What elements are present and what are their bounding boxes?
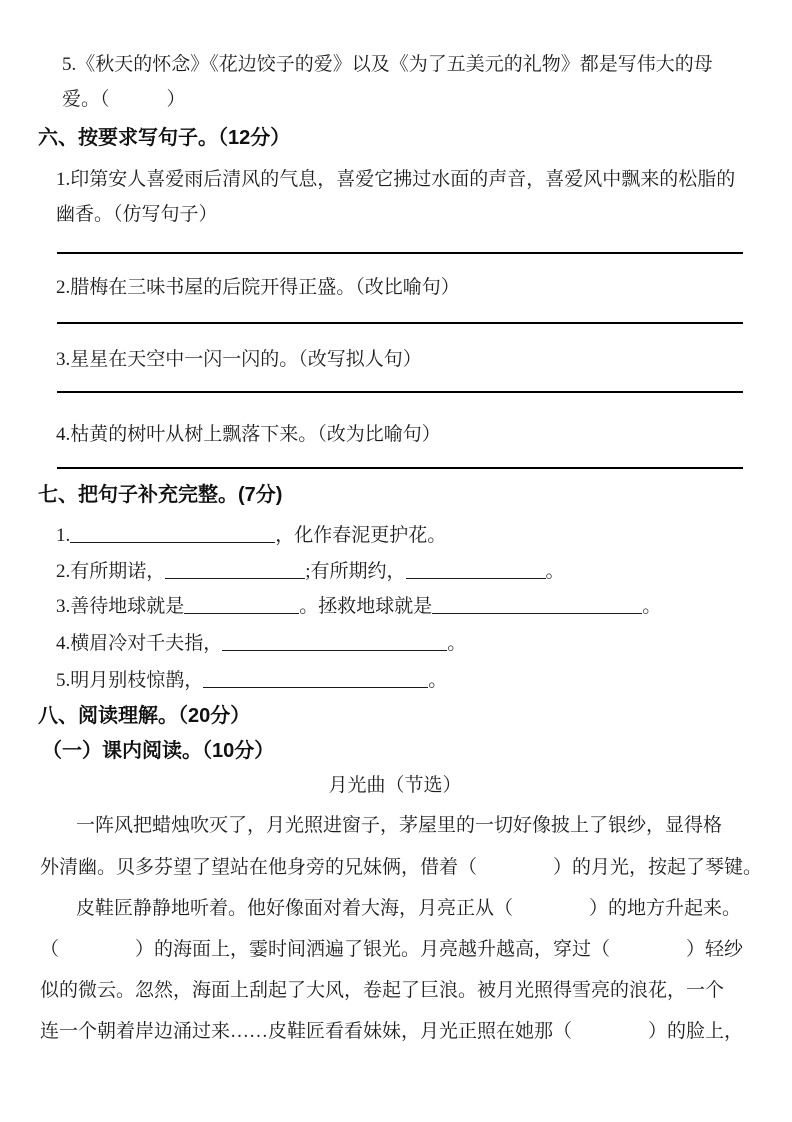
passage-p2-line-1: 皮鞋匠静静地听着。他好像面对着大海，月亮正从（ ）的地方升起来。 [76, 898, 742, 919]
s6-q1-line-2: 幽香。（仿写句子） [56, 204, 218, 225]
s6-q3-line: 3.星星在天空中一闪一闪的。（改写拟人句） [56, 349, 422, 370]
s7-q3-text-pre: 3.善待地球就是 [56, 596, 185, 618]
s7-q3-blank-2 [432, 597, 642, 614]
section-7-heading: 七、把句子补充完整。(7分) [38, 484, 283, 506]
s7-q3-blank-1 [184, 597, 299, 614]
s7-q3 [56, 595, 661, 619]
passage-p1-line-2: 外清幽。贝多芬望了望站在他身旁的兄妹俩，借着（ ）的月光，按起了琴键。 [40, 857, 763, 878]
s7-q1-blank [70, 526, 275, 543]
s6-q1-line-1: 1.印第安人喜爱雨后清风的气息，喜爱它拂过水面的声音，喜爱风中飘来的松脂的 [56, 169, 736, 190]
s6-q3-answer-line [57, 391, 743, 393]
passage-p1-line-1: 一阵风把蜡烛吹灭了，月光照进窗子，茅屋里的一切好像披上了银纱，显得格 [76, 815, 723, 836]
s6-q4-line: 4.枯黄的树叶从树上飘落下来。（改为比喻句） [56, 424, 441, 445]
s7-q1-text-post: ，化作春泥更护花。 [275, 525, 447, 547]
s7-q2 [56, 560, 565, 584]
s7-q1 [56, 524, 446, 548]
s7-q4-blank [222, 634, 447, 651]
s7-q2-text-pre: 2.有所期诺， [56, 561, 166, 583]
passage-p2-line-4: 连一个朝着岸边涌过来……皮鞋匠看看妹妹，月光正照在她那（ ）的脸上， [40, 1021, 744, 1042]
s7-q5 [56, 669, 447, 693]
s7-q2-blank-1 [165, 562, 305, 579]
s7-q2-text-mid: ;有所期约， [305, 561, 406, 583]
question-5-line-1: 5.《秋天的怀念》《花边饺子的爱》以及《为了五美元的礼物》都是写伟大的母 [62, 54, 713, 75]
s7-q4-text-pre: 4.横眉冷对千夫指， [56, 633, 223, 655]
s6-q4-answer-line [57, 467, 743, 469]
question-5-line-2: 爱。（ ） [62, 89, 186, 110]
s7-q2-text-post: 。 [545, 561, 565, 583]
passage-title: 月光曲（节选） [328, 775, 462, 796]
section-8-heading: 八、阅读理解。（20分） [38, 705, 251, 727]
passage-p2-line-3: 似的微云。忽然，海面上刮起了大风，卷起了巨浪。被月光照得雪亮的浪花，一个 [40, 980, 725, 1001]
s7-q5-blank [203, 671, 428, 688]
s7-q4-text-post: 。 [447, 633, 467, 655]
passage-p2-line-2: （ ）的海面上，霎时间洒遍了银光。月亮越升越高，穿过（ ）轻纱 [40, 939, 744, 960]
s7-q3-text-post: 。 [642, 596, 662, 618]
s6-q2-line: 2.腊梅在三味书屋的后院开得正盛。（改比喻句） [56, 277, 460, 298]
section-6-heading: 六、按要求写句子。（12分） [38, 127, 291, 149]
s7-q1-text-pre: 1. [56, 525, 71, 547]
s6-q1-answer-line [57, 252, 743, 254]
s7-q2-blank-2 [406, 562, 546, 579]
s7-q4 [56, 632, 466, 656]
s7-q5-text-post: 。 [428, 670, 448, 692]
s7-q5-text-pre: 5.明月别枝惊鹊， [56, 670, 204, 692]
s6-q2-answer-line [57, 322, 743, 324]
section-8-part-1-heading: （一）课内阅读。（10分） [42, 740, 275, 762]
s7-q3-text-mid: 。拯救地球就是 [299, 596, 433, 618]
